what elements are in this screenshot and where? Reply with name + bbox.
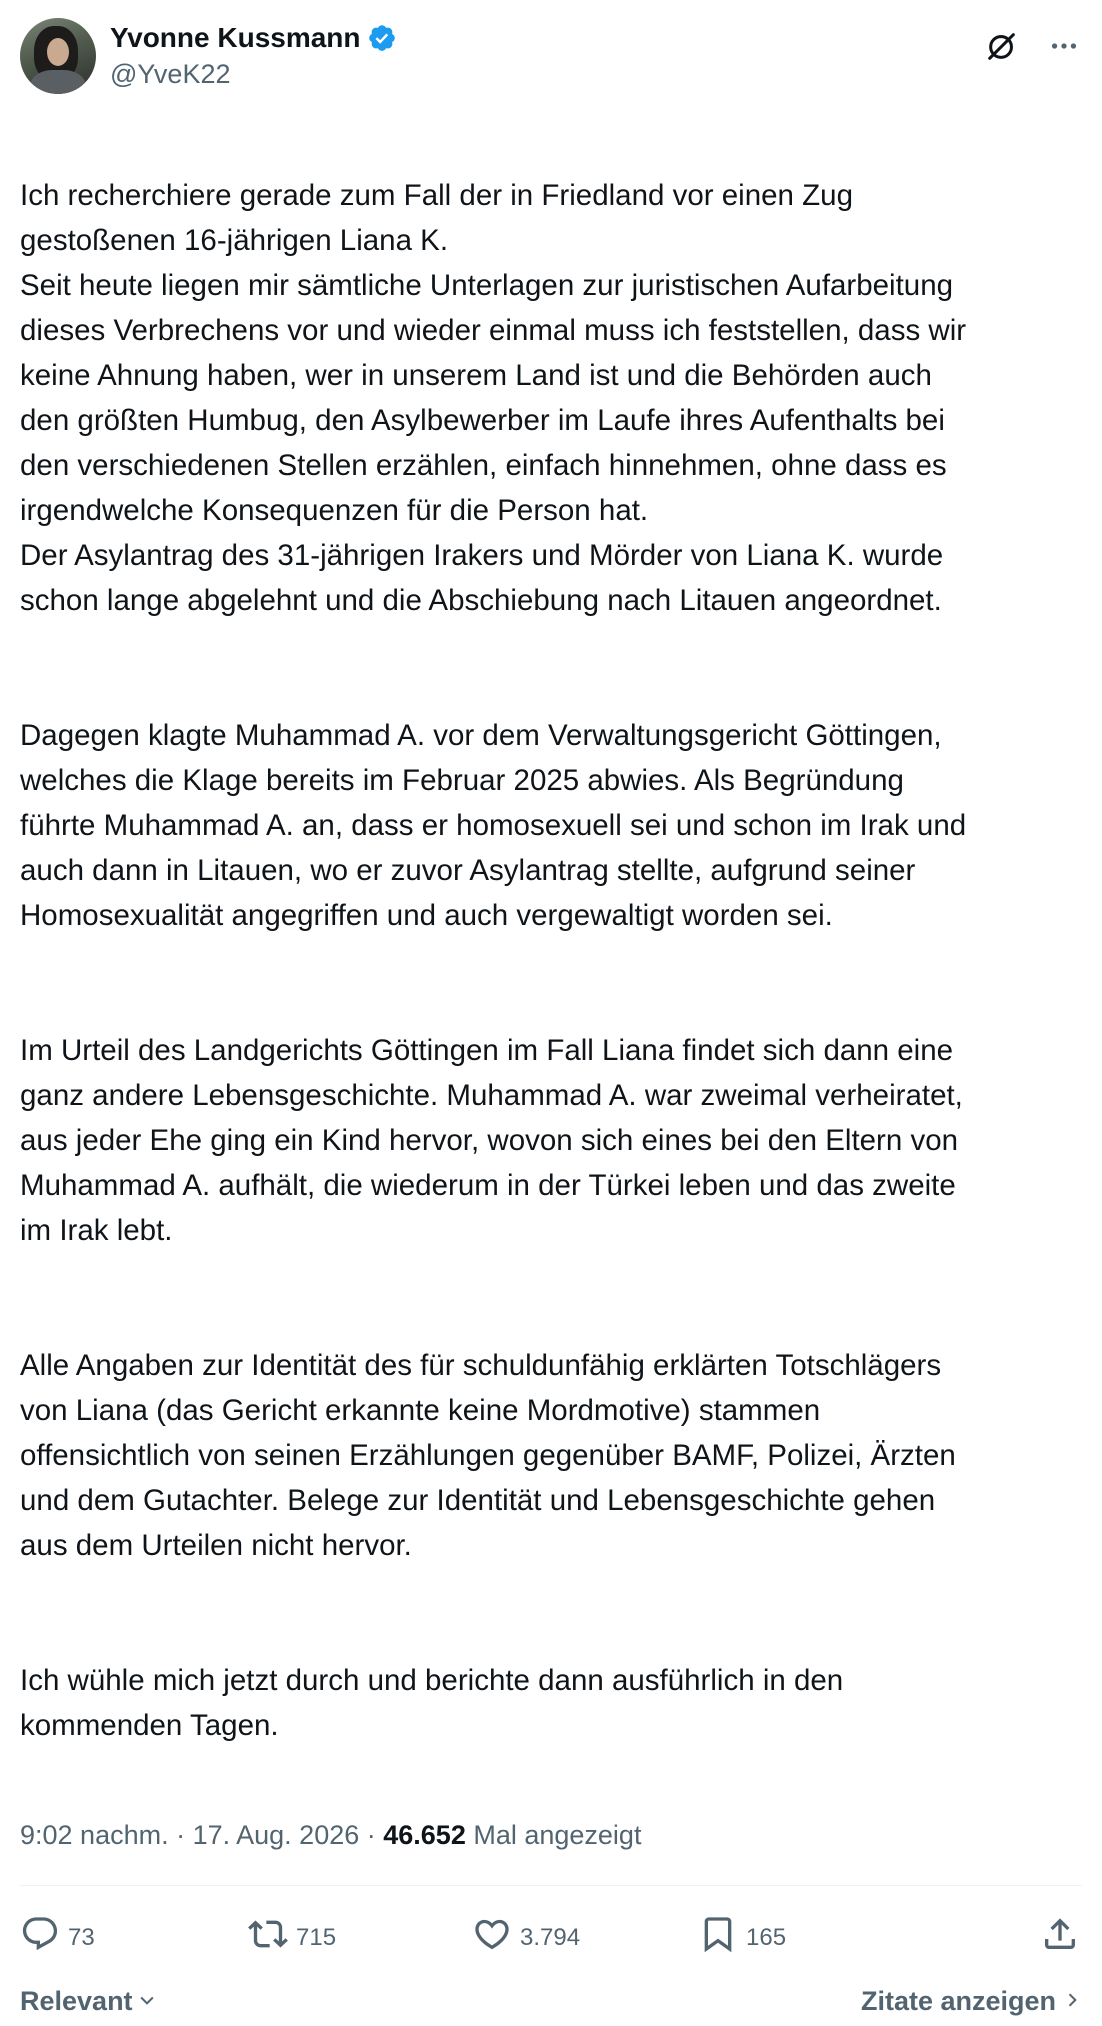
avatar-face [47,38,69,66]
author-info [110,20,397,92]
author-name-row [110,20,397,56]
tweet-time[interactable]: 9:02 nachm. [20,1820,169,1850]
sort-label: Relevant [20,1986,133,2016]
reply-icon [20,1914,60,1961]
like-icon [472,1914,512,1961]
tweet-meta [20,1817,1082,1853]
tweet-date[interactable]: 17. Aug. 2026 [192,1820,360,1850]
replies-footer [20,1986,1082,2026]
chevron-right-icon [1062,1986,1082,2017]
bookmark-icon [698,1914,738,1961]
sort-replies-dropdown[interactable] [20,1986,157,2017]
view-quotes-link[interactable] [861,1986,1082,2017]
author-handle[interactable]: @YveK22 [110,59,231,89]
avatar[interactable] [20,18,96,94]
chevron-down-icon [137,1986,157,2017]
more-icon[interactable] [1046,28,1082,64]
tweet-paragraph: Ich recherchiere gerade zum Fall der in Friedland vor einen Zug gestoßenen 16-jährigen Liana K. Seit heute liegen mir sämtliche Unterlagen zur juristischen Aufarbeitung dieses Verbrechens vor und wieder einmal muss ich feststellen, dass wir keine Ahnung haben, wer in unserem Land ist und die Behörden auch den größten Humbug, den Asylbewerber im Laufe ihres Aufenthalts bei den verschiedenen Stellen erzählen, einfach hinnehmen, ohne dass es irgendwelche Konsequenzen für die Person hat. Der Asylantrag des 31-jährigen Irakers und Mörder von Liana K. wurde schon lange abgelehnt und die Abschiebung nach Litauen angeordnet. [20,179,967,617]
meta-separator: · [359,1820,384,1850]
bookmark-button[interactable] [698,1914,786,1961]
engagement-bar [20,1904,1082,1964]
tweet-top-actions [984,28,1082,64]
tweet-paragraph: Dagegen klagte Muhammad A. vor dem Verwaltungsgericht Göttingen, welches die Klage bereits im Februar 2025 abwies. Als Begründung führte Muhammad A. an, dass er homosexuell sei und schon im Irak und auch dann in Litauen, wo er zuvor Asylantrag stellte, aufgrund seiner Homosexualität angegriffen und auch vergewaltigt worden sei. [20,719,967,932]
repost-button[interactable] [248,1914,336,1961]
share-icon [1040,1914,1080,1961]
tweet [20,18,1082,2026]
grok-icon[interactable] [984,28,1020,64]
author-display-name[interactable]: Yvonne Kussmann [110,22,361,53]
tweet-paragraph: Im Urteil des Landgerichts Göttingen im Fall Liana findet sich dann eine ganz andere Lebensgeschichte. Muhammad A. war zweimal verheiratet, aus jeder Ehe ging ein Kind hervor, wovon sich eines bei den Eltern von Muhammad A. aufhält, die wiederum in der Türkei leben und das zweite im Irak lebt. [20,1034,963,1247]
verified-badge-icon[interactable] [367,23,397,53]
tweet-header [20,18,1082,98]
tweet-paragraph: Alle Angaben zur Identität des für schuldunfähig erklärten Totschlägers von Liana (das Gericht erkannte keine Mordmotive) stammen offensichtlich von seinen Erzählungen gegenüber BAMF, Polizei, Ärzten und dem Gutachter. Belege zur Identität und Lebensgeschichte gehen aus dem Urteilen nicht hervor. [20,1349,956,1562]
share-button[interactable] [1040,1914,1080,1961]
repost-count: 715 [296,1923,337,1951]
like-button[interactable] [472,1914,580,1961]
divider [20,1885,1082,1886]
tweet-text [20,128,1082,1793]
repost-icon [248,1914,288,1961]
avatar-shirt [30,70,86,94]
like-count: 3.794 [520,1923,581,1951]
views-count[interactable]: 46.652 [383,1820,466,1850]
reply-button[interactable] [20,1914,95,1961]
quotes-label: Zitate anzeigen [860,1986,1056,2016]
views-label: Mal angezeigt [465,1820,642,1850]
tweet-paragraph: Ich wühle mich jetzt durch und berichte dann ausführlich in den kommenden Tagen. [20,1664,844,1742]
meta-separator: · [168,1820,193,1850]
reply-count: 73 [68,1923,95,1951]
bookmark-count: 165 [746,1923,787,1951]
